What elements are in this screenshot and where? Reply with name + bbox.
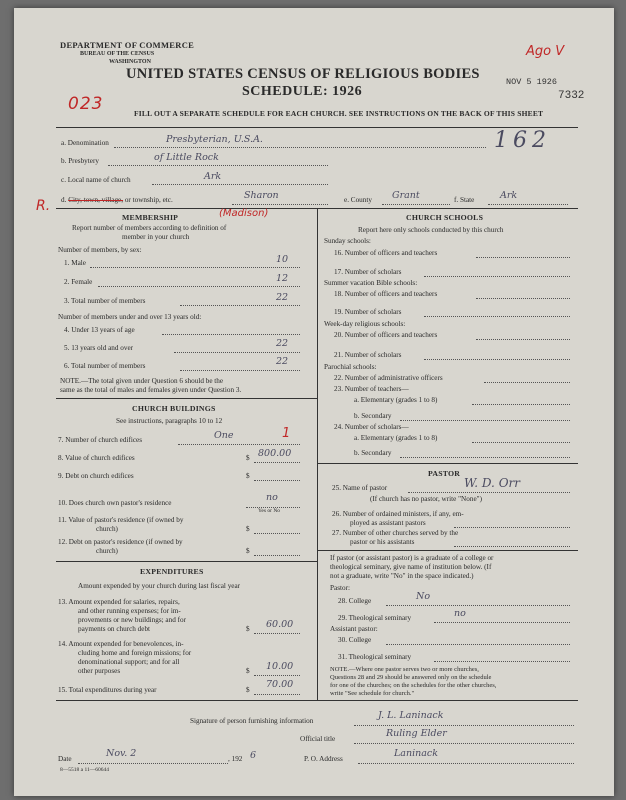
q8-label: 8. Value of church edifices xyxy=(58,454,135,462)
q5-value: 22 xyxy=(276,338,289,349)
presbytery-value: of Little Rock xyxy=(154,152,219,163)
age-intro-label: Number of members under and over 13 years old: xyxy=(58,313,202,321)
field-line xyxy=(454,546,570,547)
q14-label-4: other purposes xyxy=(78,667,121,675)
field-line xyxy=(488,204,568,205)
d-prefix: d. xyxy=(61,196,67,204)
q15-label: 15. Total expenditures during year xyxy=(58,686,157,694)
q25-value: W. D. Orr xyxy=(464,476,520,490)
q5-label: 5. 13 years old and over xyxy=(64,344,134,352)
pastor-note-2: Questions 28 and 29 should be answered only on the schedule xyxy=(330,674,492,681)
q29-label: 29. Theological seminary xyxy=(338,614,412,622)
membership-intro-2: member in your church xyxy=(122,233,190,241)
q23a-label: a. Elementary (grades 1 to 8) xyxy=(354,396,438,404)
graduate-note-2: theological seminary, give name of institution below. (If xyxy=(330,563,492,571)
local-name-value: Ark xyxy=(204,171,222,182)
d-struck-text: City, town, village, xyxy=(68,196,124,204)
field-line xyxy=(178,444,300,445)
field-line xyxy=(254,633,300,634)
q23-label: 23. Number of teachers— xyxy=(334,385,409,393)
q6-value: 22 xyxy=(276,356,289,367)
city-value: Sharon xyxy=(244,190,279,201)
signature-value: J. L. Laninack xyxy=(378,710,444,721)
state-label: f. State xyxy=(454,196,475,204)
q20-label: 20. Number of officers and teachers xyxy=(334,331,438,339)
q27-label-2: pastor or his assistants xyxy=(350,538,415,546)
q23b-label: b. Secondary xyxy=(354,412,392,420)
pastor-note-4: write "See schedule for church." xyxy=(330,690,415,697)
field-line xyxy=(180,370,300,371)
q1-label: 1. Male xyxy=(64,259,86,267)
field-line xyxy=(400,420,570,421)
field-line xyxy=(472,404,570,405)
yes-no-hint: Yes or No xyxy=(258,508,281,514)
parochial-label: Parochial schools: xyxy=(324,363,377,371)
q28-label: 28. College xyxy=(338,597,372,605)
q13-value: 60.00 xyxy=(266,619,294,630)
q9-dollar: $ xyxy=(246,472,250,480)
stamp-number: 7332 xyxy=(558,90,585,102)
q12-label-1: 12. Debt on pastor's residence (if owned by xyxy=(58,538,183,546)
q31-label: 31. Theological seminary xyxy=(338,653,412,661)
q2-label: 2. Female xyxy=(64,278,93,286)
q18-label: 18. Number of officers and teachers xyxy=(334,290,438,298)
madison-note: (Madison) xyxy=(219,208,269,219)
q2-value: 12 xyxy=(276,273,289,284)
q24a-label: a. Elementary (grades 1 to 8) xyxy=(354,434,438,442)
field-line xyxy=(476,298,570,299)
q13-label-3: provements or new buildings; and for xyxy=(78,616,186,624)
graduate-note-1: If pastor (or assistant pastor) is a graduate of a college or xyxy=(330,554,494,562)
county-value: Grant xyxy=(392,190,420,201)
field-line xyxy=(90,267,300,268)
q21-label: 21. Number of scholars xyxy=(334,351,402,359)
denomination-code: 162 xyxy=(494,128,551,153)
po-address-label: P. O. Address xyxy=(304,755,343,763)
signature-label: Signature of person furnishing information xyxy=(190,717,314,725)
d-rest-text: or township, etc. xyxy=(124,196,173,204)
field-line xyxy=(180,305,300,306)
buildings-sub: See instructions, paragraphs 10 to 12 xyxy=(116,417,223,425)
field-line xyxy=(254,462,300,463)
q7-number: 1 xyxy=(282,426,291,441)
q22-label: 22. Number of administrative officers xyxy=(334,374,443,382)
q26-label-1: 26. Number of ordained ministers, if any, em- xyxy=(332,510,464,518)
assistant-sublabel: Assistant pastor: xyxy=(330,625,378,633)
field-line xyxy=(232,204,328,205)
divider xyxy=(56,700,578,701)
po-address-value: Laninack xyxy=(394,748,438,759)
divider xyxy=(317,463,578,464)
field-line xyxy=(358,763,574,764)
q13-label-2: and other running expenses; for im- xyxy=(78,607,181,615)
divider xyxy=(56,561,317,562)
pastor-note-1: NOTE.—Where one pastor serves two or more churches, xyxy=(330,666,479,673)
q13-dollar: $ xyxy=(246,625,250,633)
field-line xyxy=(152,184,328,185)
field-line xyxy=(408,492,570,493)
field-line xyxy=(484,382,570,383)
q7-value: One xyxy=(214,430,234,441)
membership-note-2: same as the total of males and females given under Question 3. xyxy=(60,386,242,394)
q26-label-2: ployed as assistant pastors xyxy=(350,519,426,527)
corner-mark: Ago V xyxy=(526,44,565,59)
expenditures-sub: Amount expended by your church during last fiscal year xyxy=(78,582,241,590)
q17-label: 17. Number of scholars xyxy=(334,268,402,276)
field-line xyxy=(424,316,570,317)
field-line xyxy=(434,661,570,662)
q11-label-1: 11. Value of pastor's residence (if owned by xyxy=(58,516,184,524)
field-line xyxy=(114,147,486,148)
field-line xyxy=(174,352,300,353)
q8-value: 800.00 xyxy=(258,448,292,459)
q14-dollar: $ xyxy=(246,667,250,675)
field-line xyxy=(472,442,570,443)
field-line xyxy=(98,286,300,287)
q14-label-3: denominational support; and for all xyxy=(78,658,180,666)
summer-label: Summer vacation Bible schools: xyxy=(324,279,418,287)
divider xyxy=(56,398,317,399)
pastor-sublabel: Pastor: xyxy=(330,584,350,592)
field-line xyxy=(254,480,300,481)
instructions-line: FILL OUT A SEPARATE SCHEDULE FOR EACH CHURCH. SEE INSTRUCTIONS ON THE BACK OF THIS SHEET xyxy=(134,109,544,118)
department-label: DEPARTMENT OF COMMERCE xyxy=(60,40,195,50)
state-value: Ark xyxy=(500,190,518,201)
field-line xyxy=(354,725,574,726)
column-divider xyxy=(317,208,318,700)
field-line xyxy=(382,204,450,205)
weekday-label: Week-day religious schools: xyxy=(324,320,406,328)
field-line xyxy=(454,527,570,528)
q14-value: 10.00 xyxy=(266,661,294,672)
q25-note: (If church has no pastor, write "None") xyxy=(370,495,482,503)
denomination-value: Presbyterian, U.S.A. xyxy=(166,134,263,145)
q14-label-1: 14. Amount expended for benevolences, in- xyxy=(58,640,184,648)
field-line xyxy=(476,339,570,340)
q11-label-2: church) xyxy=(96,525,118,533)
q8-dollar: $ xyxy=(246,454,250,462)
field-line xyxy=(254,675,300,676)
field-line xyxy=(400,457,570,458)
field-line xyxy=(254,555,300,556)
q7-label: 7. Number of church edifices xyxy=(58,436,143,444)
q3-label: 3. Total number of members xyxy=(64,297,146,305)
denomination-label: a. Denomination xyxy=(61,139,109,147)
schedule-title: SCHEDULE: 1926 xyxy=(242,84,363,99)
local-name-label: c. Local name of church xyxy=(61,176,131,184)
q15-value: 70.00 xyxy=(266,679,294,690)
sunday-label: Sunday schools: xyxy=(324,237,371,245)
q29-value: no xyxy=(454,608,466,619)
q12-dollar: $ xyxy=(246,547,250,555)
q3-value: 22 xyxy=(276,292,289,303)
field-line xyxy=(78,763,228,764)
form-code: 8—5518 a 11—60644 xyxy=(60,767,109,773)
official-title-label: Official title xyxy=(300,735,336,743)
year-label: , 192 xyxy=(228,755,243,763)
q12-label-2: church) xyxy=(96,547,118,555)
form-title: UNITED STATES CENSUS OF RELIGIOUS BODIES xyxy=(126,66,480,82)
graduate-note-3: not a graduate, write "No" in the space indicated.) xyxy=(330,572,474,580)
q27-label-1: 27. Number of other churches served by the xyxy=(332,529,459,537)
city-label: WASHINGTON xyxy=(109,59,151,65)
q30-label: 30. College xyxy=(338,636,372,644)
presbytery-label: b. Presbytery xyxy=(61,157,99,165)
q11-dollar: $ xyxy=(246,525,250,533)
schools-intro: Report here only schools conducted by this church xyxy=(358,226,504,234)
field-line xyxy=(386,605,570,606)
field-line xyxy=(254,694,300,695)
buildings-heading: CHURCH BUILDINGS xyxy=(132,404,216,413)
field-line xyxy=(162,334,300,335)
q16-label: 16. Number of officers and teachers xyxy=(334,249,438,257)
pastor-heading: PASTOR xyxy=(428,469,461,478)
official-title-value: Ruling Elder xyxy=(386,728,447,739)
county-label: e. County xyxy=(344,196,372,204)
field-line xyxy=(476,257,570,258)
date-label: Date xyxy=(58,755,72,763)
field-line xyxy=(354,743,574,744)
expenditures-heading: EXPENDITURES xyxy=(140,567,204,576)
q24b-label: b. Secondary xyxy=(354,449,392,457)
q14-label-2: cluding home and foreign missions; for xyxy=(78,649,192,657)
field-line xyxy=(434,622,570,623)
q10-label: 10. Does church own pastor's residence xyxy=(58,499,172,507)
date-value: Nov. 2 xyxy=(106,748,137,759)
membership-note-1: NOTE.—The total given under Question 6 should be the xyxy=(60,377,224,385)
divider xyxy=(317,550,578,551)
by-sex-label: Number of members, by sex: xyxy=(58,246,142,254)
q28-value: No xyxy=(416,591,431,602)
q10-value: no xyxy=(266,492,278,503)
field-line xyxy=(386,644,570,645)
schools-heading: CHURCH SCHOOLS xyxy=(406,213,484,222)
bureau-label: BUREAU OF THE CENSUS xyxy=(80,51,155,57)
membership-intro-1: Report number of members according to definition of xyxy=(72,224,227,232)
q13-label-1: 13. Amount expended for salaries, repairs, xyxy=(58,598,180,606)
q19-label: 19. Number of scholars xyxy=(334,308,402,316)
q6-label: 6. Total number of members xyxy=(64,362,146,370)
q24-label: 24. Number of scholars— xyxy=(334,423,409,431)
q13-label-4: payments on church debt xyxy=(78,625,151,633)
red-number: 023 xyxy=(68,94,104,114)
field-line xyxy=(254,533,300,534)
year-value: 6 xyxy=(250,750,257,761)
pastor-note-3: for one of the churches; on the schedules for the other churches, xyxy=(330,682,497,689)
membership-heading: MEMBERSHIP xyxy=(122,213,179,222)
city-field-label xyxy=(61,196,173,205)
date-stamp: NOV 5 1926 xyxy=(506,77,558,87)
q1-value: 10 xyxy=(276,254,289,265)
q4-label: 4. Under 13 years of age xyxy=(64,326,135,334)
census-form-page xyxy=(14,8,614,796)
q9-label: 9. Debt on church edifices xyxy=(58,472,134,480)
r-mark: R. xyxy=(36,198,51,214)
q25-label: 25. Name of pastor xyxy=(332,484,388,492)
field-line xyxy=(108,165,328,166)
q15-dollar: $ xyxy=(246,686,250,694)
field-line xyxy=(424,276,570,277)
field-line xyxy=(424,359,570,360)
